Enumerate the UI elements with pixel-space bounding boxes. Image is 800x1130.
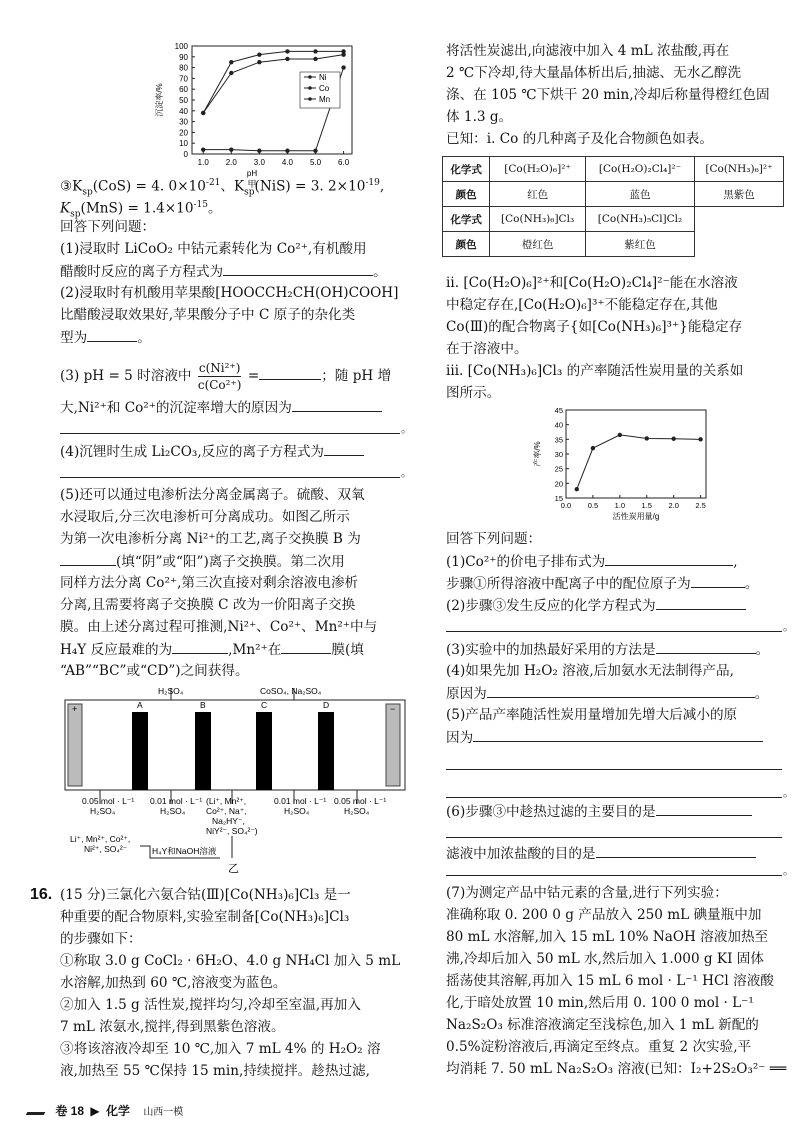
q16-number: 16. <box>30 886 53 903</box>
x-axis-label: pH <box>246 169 258 178</box>
yield-point <box>591 446 595 450</box>
legend-label-ni: Ni <box>319 73 327 82</box>
minus-sign: − <box>390 704 396 714</box>
table-cell: 化学式 <box>443 157 490 182</box>
membrane-b <box>195 712 211 790</box>
r-mid-4: 在于溶液中。 <box>446 341 528 357</box>
data-point-ni <box>229 71 233 75</box>
table-cell: 黑紫色 <box>695 182 784 207</box>
x-tick-label: 6.0 <box>338 158 350 167</box>
r-top-5: 已知：ⅰ. Co 的几种离子及化合物颜色如表。 <box>446 131 713 147</box>
q4-answer-line[interactable] <box>60 476 400 478</box>
r7-line-1: (7)为测定产品中钴元素的含量,进行下列实验： <box>446 885 728 901</box>
q16-line-5: 水溶解,加热到 60 ℃,溶液变为蓝色。 <box>60 975 287 991</box>
bottom-label-2: H₂SO₄ <box>90 806 116 816</box>
y-tick-label: 0 <box>183 150 188 159</box>
table-cell: 颜色 <box>443 232 490 257</box>
page-footer: 卷 18 ▶ 化学 山西一模 <box>30 1100 183 1119</box>
q1-answer-blank[interactable] <box>223 260 373 276</box>
yield-point <box>698 437 702 441</box>
y-tick-label: 50 <box>179 96 188 105</box>
r1-line-a: (1)Co²⁺的价电子排布式为 , <box>446 550 738 573</box>
data-point-co <box>285 49 289 53</box>
r5-line-a: (5)产品产率随活性炭用量增加先增大后减小的原 <box>446 707 738 723</box>
q3-reason-blank[interactable] <box>292 396 382 412</box>
q5-membrane-blank[interactable] <box>60 550 116 566</box>
r3-method-blank[interactable] <box>656 638 756 654</box>
r-mid-3: Co(Ⅲ)的配合物离子{如[Co(NH₃)₆]³⁺}能稳定存 <box>446 319 743 335</box>
membrane-d <box>318 712 334 790</box>
q5-line-1: (5)还可以通过电渗析法分离金属离子。硫酸、双氧 <box>60 487 365 503</box>
data-point-mn <box>313 149 317 153</box>
r1-config-blank[interactable] <box>605 550 733 566</box>
x-tick-label: 3.0 <box>253 158 265 167</box>
r7-line-3: 80 mL 水溶解,加入 15 mL 10% NaOH 溶液加热至 <box>446 929 769 945</box>
r5-answer-line-1[interactable] <box>446 768 782 770</box>
y-tick-label: 30 <box>179 117 188 127</box>
r5-line-b: 因为 <box>446 726 763 749</box>
data-point-mn <box>257 149 261 153</box>
x-tick-label: 2.5 <box>695 501 706 510</box>
r-mid-1: ⅱ. [Co(H₂O)₆]²⁺和[Co(H₂O)₂Cl₄]²⁻能在水溶液 <box>446 275 738 291</box>
r6-answer-line[interactable] <box>446 836 782 838</box>
y-tick-label: 20 <box>179 128 188 138</box>
bottom-label-9: 0.01 mol · L⁻¹ <box>274 796 327 806</box>
r5-reason-blank[interactable] <box>473 726 763 742</box>
data-point-mn <box>285 149 289 153</box>
table-cell: [Co(NH₃)₅Cl]Cl₂ <box>585 207 694 232</box>
r6-answer-line-2[interactable] <box>446 874 782 876</box>
r7-line-2: 准确称取 0. 200 0 g 产品放入 250 mL 碘量瓶中加 <box>446 907 762 923</box>
y-tick-label: 45 <box>554 406 563 415</box>
answer-prompt-right: 回答下列问题： <box>446 531 542 547</box>
data-point-co <box>229 60 233 64</box>
r7-line-9: 均消耗 7. 50 mL Na₂S₂O₃ 溶液(已知：I₂+2S₂O₃²⁻ ══ <box>446 1061 787 1077</box>
q2-line-a: (2)浸取时有机酸用苹果酸[HOOCCH₂CH(OH)COOH] <box>60 285 399 301</box>
bottom-label-5: (Li⁺, Mn²⁺, <box>206 796 247 806</box>
cathode-electrode <box>386 704 400 786</box>
q2-line-c: 型为 。 <box>60 326 151 349</box>
table-cell: 化学式 <box>443 207 490 232</box>
x-tick-label: 1.0 <box>614 501 626 510</box>
color-table <box>442 156 784 257</box>
data-point-mn <box>341 65 345 69</box>
top-label-co-na: CoSO₄, Na₂SO₄ <box>260 686 322 696</box>
y-axis-label: 沉淀率/% <box>155 83 164 117</box>
q16-line-7: 7 mL 浓氨水,搅拌,得到黑紫色溶液。 <box>60 1019 285 1035</box>
r4-line-a: (4)如果先加 H₂O₂ 溶液,后加氨水无法制得产品, <box>446 663 734 679</box>
r4-line-b: 原因为 。 <box>446 682 768 705</box>
r-top-4: 体 1.3 g。 <box>446 109 513 125</box>
diagram-caption: 乙 <box>228 863 239 875</box>
y-tick-label: 25 <box>554 464 563 474</box>
r6-hcl-blank[interactable] <box>596 842 756 858</box>
r-mid-6: 图所示。 <box>446 385 501 401</box>
bottom-label-6: Co²⁺, Na⁺, <box>206 806 247 816</box>
table-row <box>443 232 784 257</box>
q3-line-b: 大,Ni²⁺和 Co²⁺的沉淀率增大的原因为 <box>60 396 382 419</box>
yield-chart <box>526 404 726 524</box>
r-mid-2: 中稳定存在,[Co(H₂O)₆]³⁺不能稳定存在,其他 <box>446 297 718 313</box>
q16-line-1: (15 分)三氯化六氨合钴(Ⅲ)[Co(NH₃)₆]Cl₃ 是一 <box>60 887 351 903</box>
r7-line-5: 摇荡使其溶解,再加入 15 mL 6 mol · L⁻¹ HCl 溶液酸 <box>446 973 774 989</box>
table-cell: 红色 <box>490 182 586 207</box>
r-top-2: 2 ℃下冷却,待大量晶体析出后,抽滤、无水乙醇洗 <box>446 65 742 81</box>
y-tick-label: 10 <box>179 139 188 149</box>
x-tick-label: 0.5 <box>587 501 599 510</box>
bottom-label-10: H₂SO₄ <box>284 806 310 816</box>
plus-sign: + <box>72 704 78 714</box>
footer-tag: 卷 18 <box>55 1104 85 1118</box>
legend-label-co: Co <box>319 84 330 93</box>
table-cell: 颜色 <box>443 182 490 207</box>
data-point-mn <box>229 147 233 151</box>
data-point-ni <box>285 57 289 61</box>
left-ions-2: Ni²⁺, SO₄²⁻ <box>84 844 128 854</box>
y-tick-label: 40 <box>179 106 188 116</box>
q5-ion-blank[interactable] <box>172 638 228 654</box>
table-row <box>443 157 784 182</box>
x-axis-label: 活性炭用量/g <box>612 512 660 521</box>
yield-point <box>671 437 675 441</box>
membrane-label-b: B <box>200 700 206 710</box>
q16-line-6: ②加入 1.5 g 活性炭,搅拌均匀,冷却至室温,再加入 <box>60 997 361 1013</box>
footer-region: 山西一模 <box>143 1107 184 1118</box>
membrane-c <box>256 712 272 790</box>
answer-prompt-left: 回答下列问题： <box>60 219 156 235</box>
table-cell: [Co(NH₃)₆]²⁺ <box>695 157 784 182</box>
y-tick-label: 80 <box>179 63 188 73</box>
chart-caption: 甲 <box>247 179 257 189</box>
q1-line-b: 醋酸时反应的离子方程式为 。 <box>60 260 387 283</box>
data-point-ni <box>257 60 261 64</box>
table-row <box>443 207 784 232</box>
bottom-label-4: H₂SO₄ <box>160 806 186 816</box>
y-tick-label: 30 <box>554 450 563 459</box>
legend-label-mn: Mn <box>319 95 331 104</box>
data-point-ni <box>313 57 317 61</box>
y-tick-label: 70 <box>179 74 188 84</box>
r-top-3: 涤、在 105 ℃下烘干 20 min,冷却后称量得橙红色固 <box>446 87 770 103</box>
q16-line-4: ①称取 3.0 g CoCl₂ · 6H₂O、4.0 g NH₄Cl 加入 5 mL <box>60 953 401 969</box>
left-ions-1: Li⁺, Mn²⁺, Co²⁺, <box>70 834 131 844</box>
q5-position-blank[interactable] <box>281 638 331 654</box>
anode-electrode <box>68 704 82 786</box>
membrane-label-a: A <box>137 700 143 710</box>
q1-line-a: (1)浸取时 LiCoO₂ 中钴元素转化为 Co²⁺,有机酸用 <box>60 241 367 257</box>
table-cell <box>695 232 784 257</box>
q5-line-6: 分离,且需要将离子交换膜 C 改为一价阳离子交换 <box>60 597 356 613</box>
x-tick-label: 2.0 <box>668 501 679 510</box>
q16-line-9: 液,加热至 55 ℃保持 15 min,持续搅拌。趁热过滤, <box>60 1063 370 1079</box>
electrodialysis-diagram <box>60 686 412 876</box>
r6-line-b: 滤液中加浓盐酸的目的是 <box>446 842 756 865</box>
data-point-co <box>201 111 205 115</box>
table-cell: [Co(NH₃)₆]Cl₃ <box>490 207 586 232</box>
x-tick-label: 5.0 <box>309 158 322 167</box>
y-tick-label: 60 <box>179 85 188 95</box>
ratio-fraction: $\frac{\text{c(Ni²⁺)}}{\text{c(Co²⁺)}}$ <box>197 361 242 392</box>
x-tick-label: 4.0 <box>281 158 294 167</box>
q5-line-9: “AB”“BC”或“CD”)之间获得。 <box>60 663 249 679</box>
q16-line-3: 的步骤如下： <box>60 931 142 947</box>
q5-line-7: 膜。由上述分离过程可推测,Ni²⁺、Co²⁺、Mn²⁺中与 <box>60 619 378 635</box>
r6-line-a: (6)步骤③中趁热过滤的主要目的是 <box>446 800 752 823</box>
r-mid-5: ⅲ. [Co(NH₃)₆]Cl₃ 的产率随活性炭用量的关系如 <box>446 363 744 379</box>
y-tick-label: 15 <box>554 494 563 503</box>
y-axis-label: 产率/% <box>533 441 542 467</box>
r2-answer-line[interactable] <box>446 630 782 632</box>
q3-answer-line[interactable] <box>60 432 400 434</box>
bottom-label-11: 0.05 mol · L⁻¹ <box>334 796 387 806</box>
r2-equation-blank[interactable] <box>656 594 746 610</box>
yield-point <box>575 487 579 491</box>
data-point-co <box>257 52 261 56</box>
table-cell: 蓝色 <box>585 182 694 207</box>
x-tick-label: 1.5 <box>641 501 652 510</box>
r7-line-7: Na₂S₂O₃ 标准溶液滴定至浅棕色,加入 1 mL 新配的 <box>446 1017 759 1033</box>
y-tick-label: 90 <box>179 52 188 62</box>
q16-line-2: 种重要的配合物原料,实验室制备[Co(NH₃)₆]Cl₃ <box>60 909 350 925</box>
q5-line-3: 为第一次电渗析分离 Ni²⁺的工艺,离子交换膜 B 为 <box>60 531 361 547</box>
r6-purpose-blank[interactable] <box>656 800 752 816</box>
bottom-label-7: Na₂HY⁻, <box>212 816 245 826</box>
legend-marker <box>308 75 312 79</box>
reagent-label: H₄Y和NaOH溶液 <box>152 846 217 856</box>
yield-point <box>645 436 649 440</box>
membrane-a <box>132 712 148 790</box>
bottom-label-3: 0.01 mol · L⁻¹ <box>150 796 203 806</box>
ksp-line-1: $③K_{sp}(CoS) = 4$. $0\times 10^{-21}$、$K_{sp}(NiS) = 3$. $2\times 10^{-19}$, <box>60 178 385 198</box>
r2-line: (2)步骤③发生反应的化学方程式为 <box>446 594 746 617</box>
bottom-label-8: NiY²⁻, SO₄²⁻) <box>206 826 258 836</box>
q2-line-b: 比醋酸浸取效果好,苹果酸分子中 C 原子的杂化类 <box>60 307 356 323</box>
legend-marker <box>308 86 312 90</box>
table-cell <box>695 207 784 232</box>
q2-answer-blank[interactable] <box>87 326 137 342</box>
membrane-label-c: C <box>261 700 268 710</box>
q3-line-a: (3) pH = 5 时溶液中 $\frac{\text{c(Ni²⁺)}}{\text{c(Co²⁺)}}$ = ；随 pH 增 <box>60 361 392 392</box>
q3-ratio-blank[interactable] <box>259 364 321 380</box>
pen-icon <box>26 1100 53 1115</box>
top-label-h2so4: H₂SO₄ <box>158 686 184 696</box>
y-tick-label: 40 <box>554 420 563 430</box>
footer-subject: 化学 <box>105 1104 130 1118</box>
q16-line-8: ③将该溶液冷却至 10 ℃,加入 7 mL 4% 的 H₂O₂ 溶 <box>60 1041 381 1057</box>
data-point-co <box>341 49 345 53</box>
q4-answer-blank[interactable] <box>324 440 364 456</box>
q5-line-2: 水浸取后,分三次电渗析可分离成功。如图乙所示 <box>60 509 350 525</box>
bottom-label-1: 0.05 mol · L⁻¹ <box>82 796 135 806</box>
y-tick-label: 35 <box>554 435 563 445</box>
yield-point <box>618 433 622 437</box>
r-top-1: 将活性炭滤出,向滤液中加入 4 mL 浓盐酸,再在 <box>446 43 730 59</box>
x-tick-label: 1.0 <box>197 158 209 167</box>
yield-line <box>577 435 701 489</box>
table-row <box>443 182 784 207</box>
q4-line: (4)沉锂时生成 Li₂CO₃,反应的离子方程式为 <box>60 440 364 463</box>
r1-line-b: 步骤①所得溶液中配离子中的配位原子为 。 <box>446 572 758 595</box>
r5-answer-line-2[interactable] <box>446 796 782 798</box>
q5-line-8: H₄Y 反应最难的为 ,Mn²⁺在 膜(填 <box>60 638 364 661</box>
table-cell: 紫红色 <box>585 232 694 257</box>
table-cell: [Co(H₂O)₆]²⁺ <box>490 157 586 182</box>
y-tick-label: 100 <box>174 42 188 51</box>
legend-marker <box>308 97 312 101</box>
bottom-label-12: H₂SO₄ <box>344 806 370 816</box>
precipitation-rate-chart <box>150 40 380 190</box>
table-cell: [Co(H₂O)₂Cl₄]²⁻ <box>585 157 694 182</box>
ksp-line-2: $K_{sp}(MnS) = 1.4\times 10^{-15}$。 <box>60 200 222 220</box>
y-tick-label: 20 <box>554 479 563 489</box>
x-tick-label: 0.0 <box>560 501 572 510</box>
r4-reason-blank[interactable] <box>487 682 755 698</box>
r7-line-4: 沸,冷却后加入 50 mL 水,然后加入 1.000 g KI 固体 <box>446 951 764 967</box>
r1-ligand-blank[interactable] <box>691 572 745 588</box>
data-point-co <box>313 49 317 53</box>
r7-line-8: 0.5%淀粉溶液后,再滴定至终点。重复 2 次实验,平 <box>446 1039 752 1055</box>
q5-line-5: 同样方法分离 Co²⁺,第三次直接对剩余溶液电渗析 <box>60 575 359 591</box>
r7-line-6: 化,于暗处放置 10 min,然后用 0. 100 0 mol · L⁻¹ <box>446 995 754 1011</box>
table-cell: 橙红色 <box>490 232 586 257</box>
q5-line-4: (填“阴”或“阳”)离子交换膜。第二次用 <box>60 550 345 573</box>
data-point-mn <box>201 147 205 151</box>
membrane-label-d: D <box>323 700 330 710</box>
r3-line: (3)实验中的加热最好采用的方法是 。 <box>446 638 769 661</box>
plot-frame <box>566 410 706 498</box>
x-tick-label: 2.0 <box>225 158 237 167</box>
